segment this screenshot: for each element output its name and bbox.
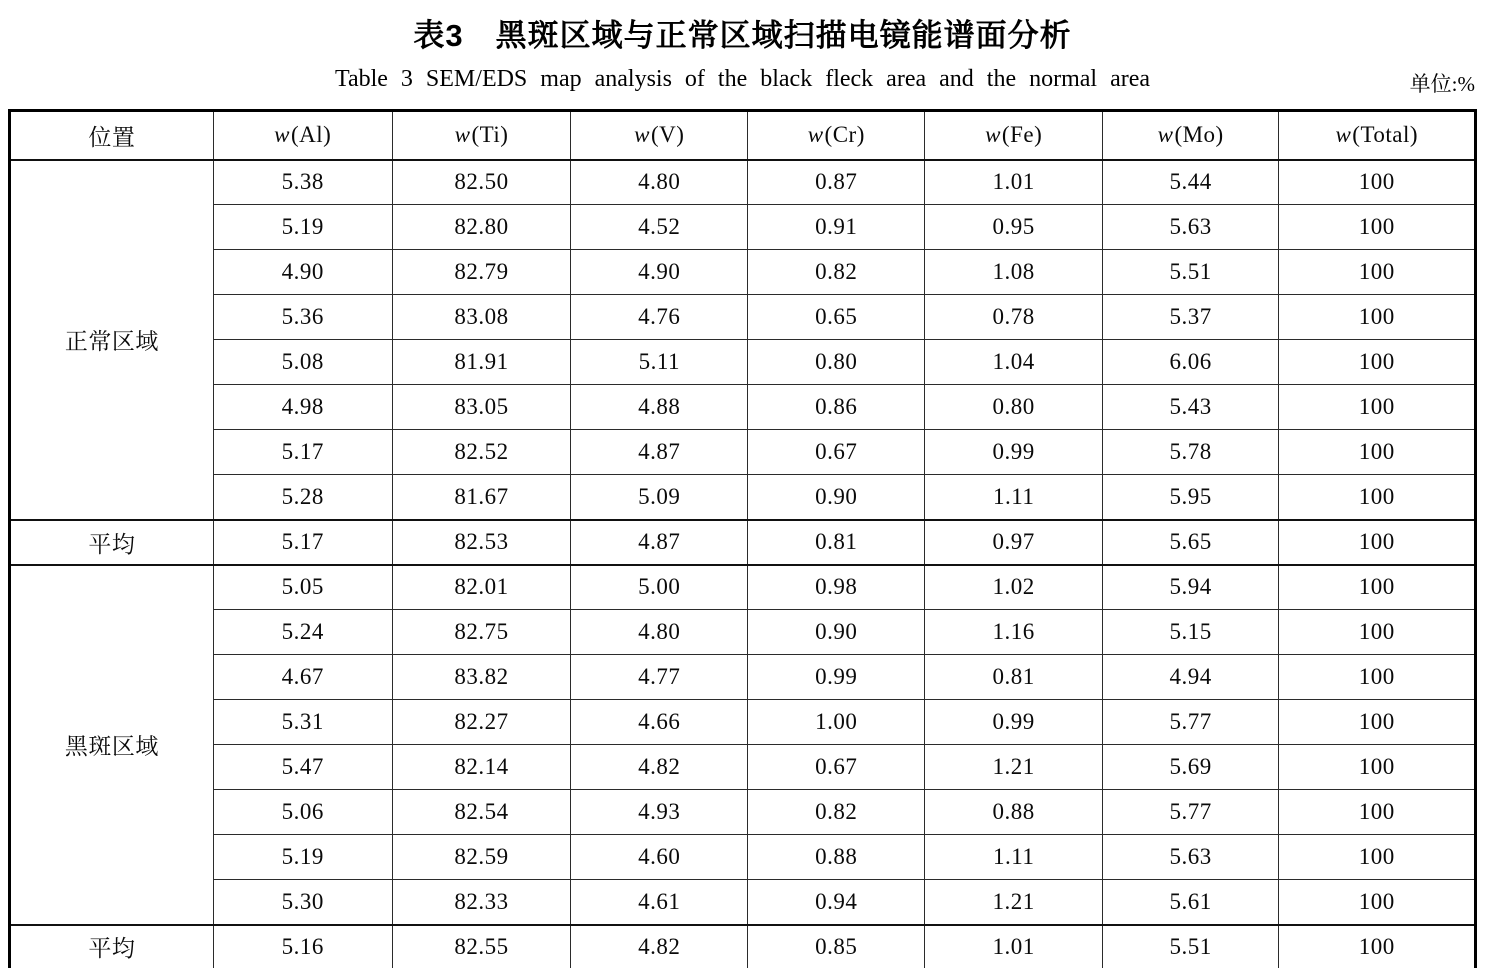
column-header-w-fe: w(Fe) — [925, 111, 1102, 160]
unit-label: 单位:% — [1409, 72, 1475, 96]
black-fleck-area-row-6 — [10, 790, 1476, 835]
average-label-normal-area: 平均 — [10, 520, 214, 565]
average-cell-w-fe: 1.01 — [925, 925, 1102, 968]
group-label-black-fleck-area: 黑斑区域 — [10, 565, 214, 925]
data-cell-w-mo: 5.51 — [1102, 250, 1279, 295]
mass-fraction-symbol: w — [1157, 122, 1174, 148]
data-cell-w-v: 4.66 — [571, 700, 748, 745]
data-cell-w-fe: 0.81 — [925, 655, 1102, 700]
data-cell-w-mo: 5.15 — [1102, 610, 1279, 655]
data-cell-w-al: 5.19 — [213, 835, 392, 880]
black-fleck-area-row-4 — [10, 700, 1476, 745]
data-cell-w-mo: 5.69 — [1102, 745, 1279, 790]
data-cell-w-v: 4.61 — [571, 880, 748, 925]
data-cell-w-v: 5.11 — [571, 340, 748, 385]
data-cell-w-ti: 83.82 — [392, 655, 571, 700]
column-header-w-al: w(Al) — [213, 111, 392, 160]
average-cell-w-total: 100 — [1279, 520, 1476, 565]
data-cell-w-ti: 82.50 — [392, 160, 571, 205]
data-cell-w-al: 5.38 — [213, 160, 392, 205]
data-cell-w-mo: 5.77 — [1102, 790, 1279, 835]
data-cell-w-ti: 81.67 — [392, 475, 571, 520]
normal-area-row-5 — [10, 340, 1476, 385]
average-cell-w-cr: 0.81 — [748, 520, 925, 565]
data-cell-w-total: 100 — [1279, 475, 1476, 520]
data-cell-w-mo: 6.06 — [1102, 340, 1279, 385]
data-cell-w-ti: 82.33 — [392, 880, 571, 925]
mass-fraction-symbol: w — [454, 122, 471, 148]
normal-area-average-row — [10, 520, 1476, 565]
data-cell-w-fe: 0.99 — [925, 430, 1102, 475]
data-cell-w-ti: 83.05 — [392, 385, 571, 430]
data-cell-w-total: 100 — [1279, 700, 1476, 745]
data-cell-w-ti: 82.80 — [392, 205, 571, 250]
data-cell-w-fe: 0.80 — [925, 385, 1102, 430]
data-cell-w-al: 5.24 — [213, 610, 392, 655]
data-cell-w-v: 4.77 — [571, 655, 748, 700]
column-header-w-v: w(V) — [571, 111, 748, 160]
data-cell-w-ti: 83.08 — [392, 295, 571, 340]
data-cell-w-cr: 0.86 — [748, 385, 925, 430]
data-cell-w-fe: 1.02 — [925, 565, 1102, 610]
data-cell-w-mo: 5.37 — [1102, 295, 1279, 340]
data-cell-w-total: 100 — [1279, 655, 1476, 700]
data-cell-w-al: 5.28 — [213, 475, 392, 520]
data-cell-w-al: 4.98 — [213, 385, 392, 430]
mass-fraction-symbol: w — [985, 122, 1001, 148]
data-cell-w-total: 100 — [1279, 340, 1476, 385]
black-fleck-area-row-2 — [10, 610, 1476, 655]
table-title-english: Table 3 SEM/EDS map analysis of the black fleck area and the normal area — [334, 66, 1151, 92]
mass-fraction-symbol: w — [1335, 122, 1352, 148]
column-header-w-total: w(Total) — [1279, 111, 1476, 160]
data-cell-w-fe: 1.11 — [925, 835, 1102, 880]
data-cell-w-fe: 1.21 — [925, 880, 1102, 925]
data-cell-w-v: 4.52 — [571, 205, 748, 250]
data-cell-w-cr: 0.90 — [748, 610, 925, 655]
data-cell-w-al: 5.36 — [213, 295, 392, 340]
data-cell-w-ti: 82.75 — [392, 610, 571, 655]
average-cell-w-v: 4.82 — [571, 925, 748, 968]
normal-area-row-4 — [10, 295, 1476, 340]
data-cell-w-ti: 82.79 — [392, 250, 571, 295]
average-cell-w-v: 4.87 — [571, 520, 748, 565]
data-cell-w-cr: 0.82 — [748, 790, 925, 835]
data-cell-w-cr: 0.87 — [748, 160, 925, 205]
mass-fraction-symbol: w — [274, 122, 290, 148]
header-row — [10, 111, 1476, 160]
data-cell-w-v: 4.76 — [571, 295, 748, 340]
data-cell-w-mo: 4.94 — [1102, 655, 1279, 700]
column-header-w-cr: w(Cr) — [748, 111, 925, 160]
data-cell-w-cr: 0.67 — [748, 430, 925, 475]
column-header-location: 位置 — [10, 111, 214, 160]
data-cell-w-v: 4.60 — [571, 835, 748, 880]
data-cell-w-cr: 0.98 — [748, 565, 925, 610]
data-cell-w-al: 5.47 — [213, 745, 392, 790]
average-cell-w-total: 100 — [1279, 925, 1476, 968]
data-cell-w-mo: 5.43 — [1102, 385, 1279, 430]
data-cell-w-ti: 82.27 — [392, 700, 571, 745]
data-cell-w-mo: 5.63 — [1102, 205, 1279, 250]
data-cell-w-v: 4.93 — [571, 790, 748, 835]
data-cell-w-mo: 5.63 — [1102, 835, 1279, 880]
data-cell-w-total: 100 — [1279, 835, 1476, 880]
data-cell-w-ti: 82.52 — [392, 430, 571, 475]
data-cell-w-al: 4.90 — [213, 250, 392, 295]
data-cell-w-fe: 1.11 — [925, 475, 1102, 520]
data-cell-w-mo: 5.78 — [1102, 430, 1279, 475]
data-cell-w-total: 100 — [1279, 385, 1476, 430]
data-cell-w-mo: 5.77 — [1102, 700, 1279, 745]
normal-area-row-1 — [10, 160, 1476, 205]
column-header-w-mo: w(Mo) — [1102, 111, 1279, 160]
data-cell-w-ti: 82.14 — [392, 745, 571, 790]
data-cell-w-fe: 1.21 — [925, 745, 1102, 790]
data-cell-w-cr: 0.91 — [748, 205, 925, 250]
data-cell-w-v: 5.00 — [571, 565, 748, 610]
data-cell-w-cr: 0.94 — [748, 880, 925, 925]
black-fleck-area-row-8 — [10, 880, 1476, 925]
average-cell-w-cr: 0.85 — [748, 925, 925, 968]
data-cell-w-fe: 0.95 — [925, 205, 1102, 250]
data-cell-w-al: 5.17 — [213, 430, 392, 475]
average-cell-w-al: 5.16 — [213, 925, 392, 968]
average-cell-w-mo: 5.65 — [1102, 520, 1279, 565]
data-cell-w-fe: 1.04 — [925, 340, 1102, 385]
normal-area-row-2 — [10, 205, 1476, 250]
data-cell-w-al: 5.31 — [213, 700, 392, 745]
data-cell-w-cr: 0.80 — [748, 340, 925, 385]
subtitle-row — [8, 66, 1477, 102]
table-title-chinese: 表3 黑斑区域与正常区域扫描电镜能谱面分析 — [413, 18, 1072, 53]
data-cell-w-cr: 0.65 — [748, 295, 925, 340]
data-cell-w-cr: 0.99 — [748, 655, 925, 700]
data-cell-w-total: 100 — [1279, 745, 1476, 790]
data-cell-w-al: 5.05 — [213, 565, 392, 610]
average-label-black-fleck-area: 平均 — [10, 925, 214, 968]
data-cell-w-mo: 5.61 — [1102, 880, 1279, 925]
data-cell-w-total: 100 — [1279, 205, 1476, 250]
data-cell-w-cr: 0.82 — [748, 250, 925, 295]
data-cell-w-cr: 1.00 — [748, 700, 925, 745]
average-cell-w-mo: 5.51 — [1102, 925, 1279, 968]
data-cell-w-v: 4.88 — [571, 385, 748, 430]
average-cell-w-al: 5.17 — [213, 520, 392, 565]
data-cell-w-al: 5.30 — [213, 880, 392, 925]
average-cell-w-ti: 82.55 — [392, 925, 571, 968]
mass-fraction-symbol: w — [634, 122, 650, 148]
data-cell-w-total: 100 — [1279, 565, 1476, 610]
data-cell-w-mo: 5.95 — [1102, 475, 1279, 520]
data-cell-w-fe: 1.16 — [925, 610, 1102, 655]
data-cell-w-total: 100 — [1279, 430, 1476, 475]
data-cell-w-v: 4.80 — [571, 160, 748, 205]
data-cell-w-ti: 82.59 — [392, 835, 571, 880]
data-cell-w-cr: 0.90 — [748, 475, 925, 520]
normal-area-row-3 — [10, 250, 1476, 295]
data-cell-w-al: 5.08 — [213, 340, 392, 385]
group-label-normal-area: 正常区域 — [10, 160, 214, 520]
data-cell-w-al: 5.06 — [213, 790, 392, 835]
eds-analysis-table — [8, 109, 1477, 968]
data-cell-w-v: 4.80 — [571, 610, 748, 655]
data-cell-w-ti: 82.01 — [392, 565, 571, 610]
data-cell-w-v: 4.90 — [571, 250, 748, 295]
data-cell-w-cr: 0.67 — [748, 745, 925, 790]
data-cell-w-total: 100 — [1279, 295, 1476, 340]
data-cell-w-total: 100 — [1279, 610, 1476, 655]
data-cell-w-al: 5.19 — [213, 205, 392, 250]
data-cell-w-fe: 0.88 — [925, 790, 1102, 835]
data-cell-w-fe: 0.99 — [925, 700, 1102, 745]
data-cell-w-total: 100 — [1279, 790, 1476, 835]
column-header-w-ti: w(Ti) — [392, 111, 571, 160]
data-cell-w-cr: 0.88 — [748, 835, 925, 880]
black-fleck-area-row-5 — [10, 745, 1476, 790]
black-fleck-area-row-1 — [10, 565, 1476, 610]
black-fleck-area-row-7 — [10, 835, 1476, 880]
normal-area-row-7 — [10, 430, 1476, 475]
black-fleck-area-row-3 — [10, 655, 1476, 700]
data-cell-w-total: 100 — [1279, 250, 1476, 295]
data-cell-w-mo: 5.94 — [1102, 565, 1279, 610]
data-cell-w-fe: 0.78 — [925, 295, 1102, 340]
data-cell-w-total: 100 — [1279, 160, 1476, 205]
data-cell-w-fe: 1.08 — [925, 250, 1102, 295]
data-cell-w-mo: 5.44 — [1102, 160, 1279, 205]
data-cell-w-fe: 1.01 — [925, 160, 1102, 205]
data-cell-w-al: 4.67 — [213, 655, 392, 700]
normal-area-row-6 — [10, 385, 1476, 430]
mass-fraction-symbol: w — [807, 122, 824, 148]
data-cell-w-v: 4.82 — [571, 745, 748, 790]
data-cell-w-v: 5.09 — [571, 475, 748, 520]
data-cell-w-ti: 81.91 — [392, 340, 571, 385]
data-cell-w-ti: 82.54 — [392, 790, 571, 835]
average-cell-w-ti: 82.53 — [392, 520, 571, 565]
black-fleck-area-average-row — [10, 925, 1476, 968]
data-cell-w-total: 100 — [1279, 880, 1476, 925]
data-cell-w-v: 4.87 — [571, 430, 748, 475]
normal-area-row-8 — [10, 475, 1476, 520]
average-cell-w-fe: 0.97 — [925, 520, 1102, 565]
